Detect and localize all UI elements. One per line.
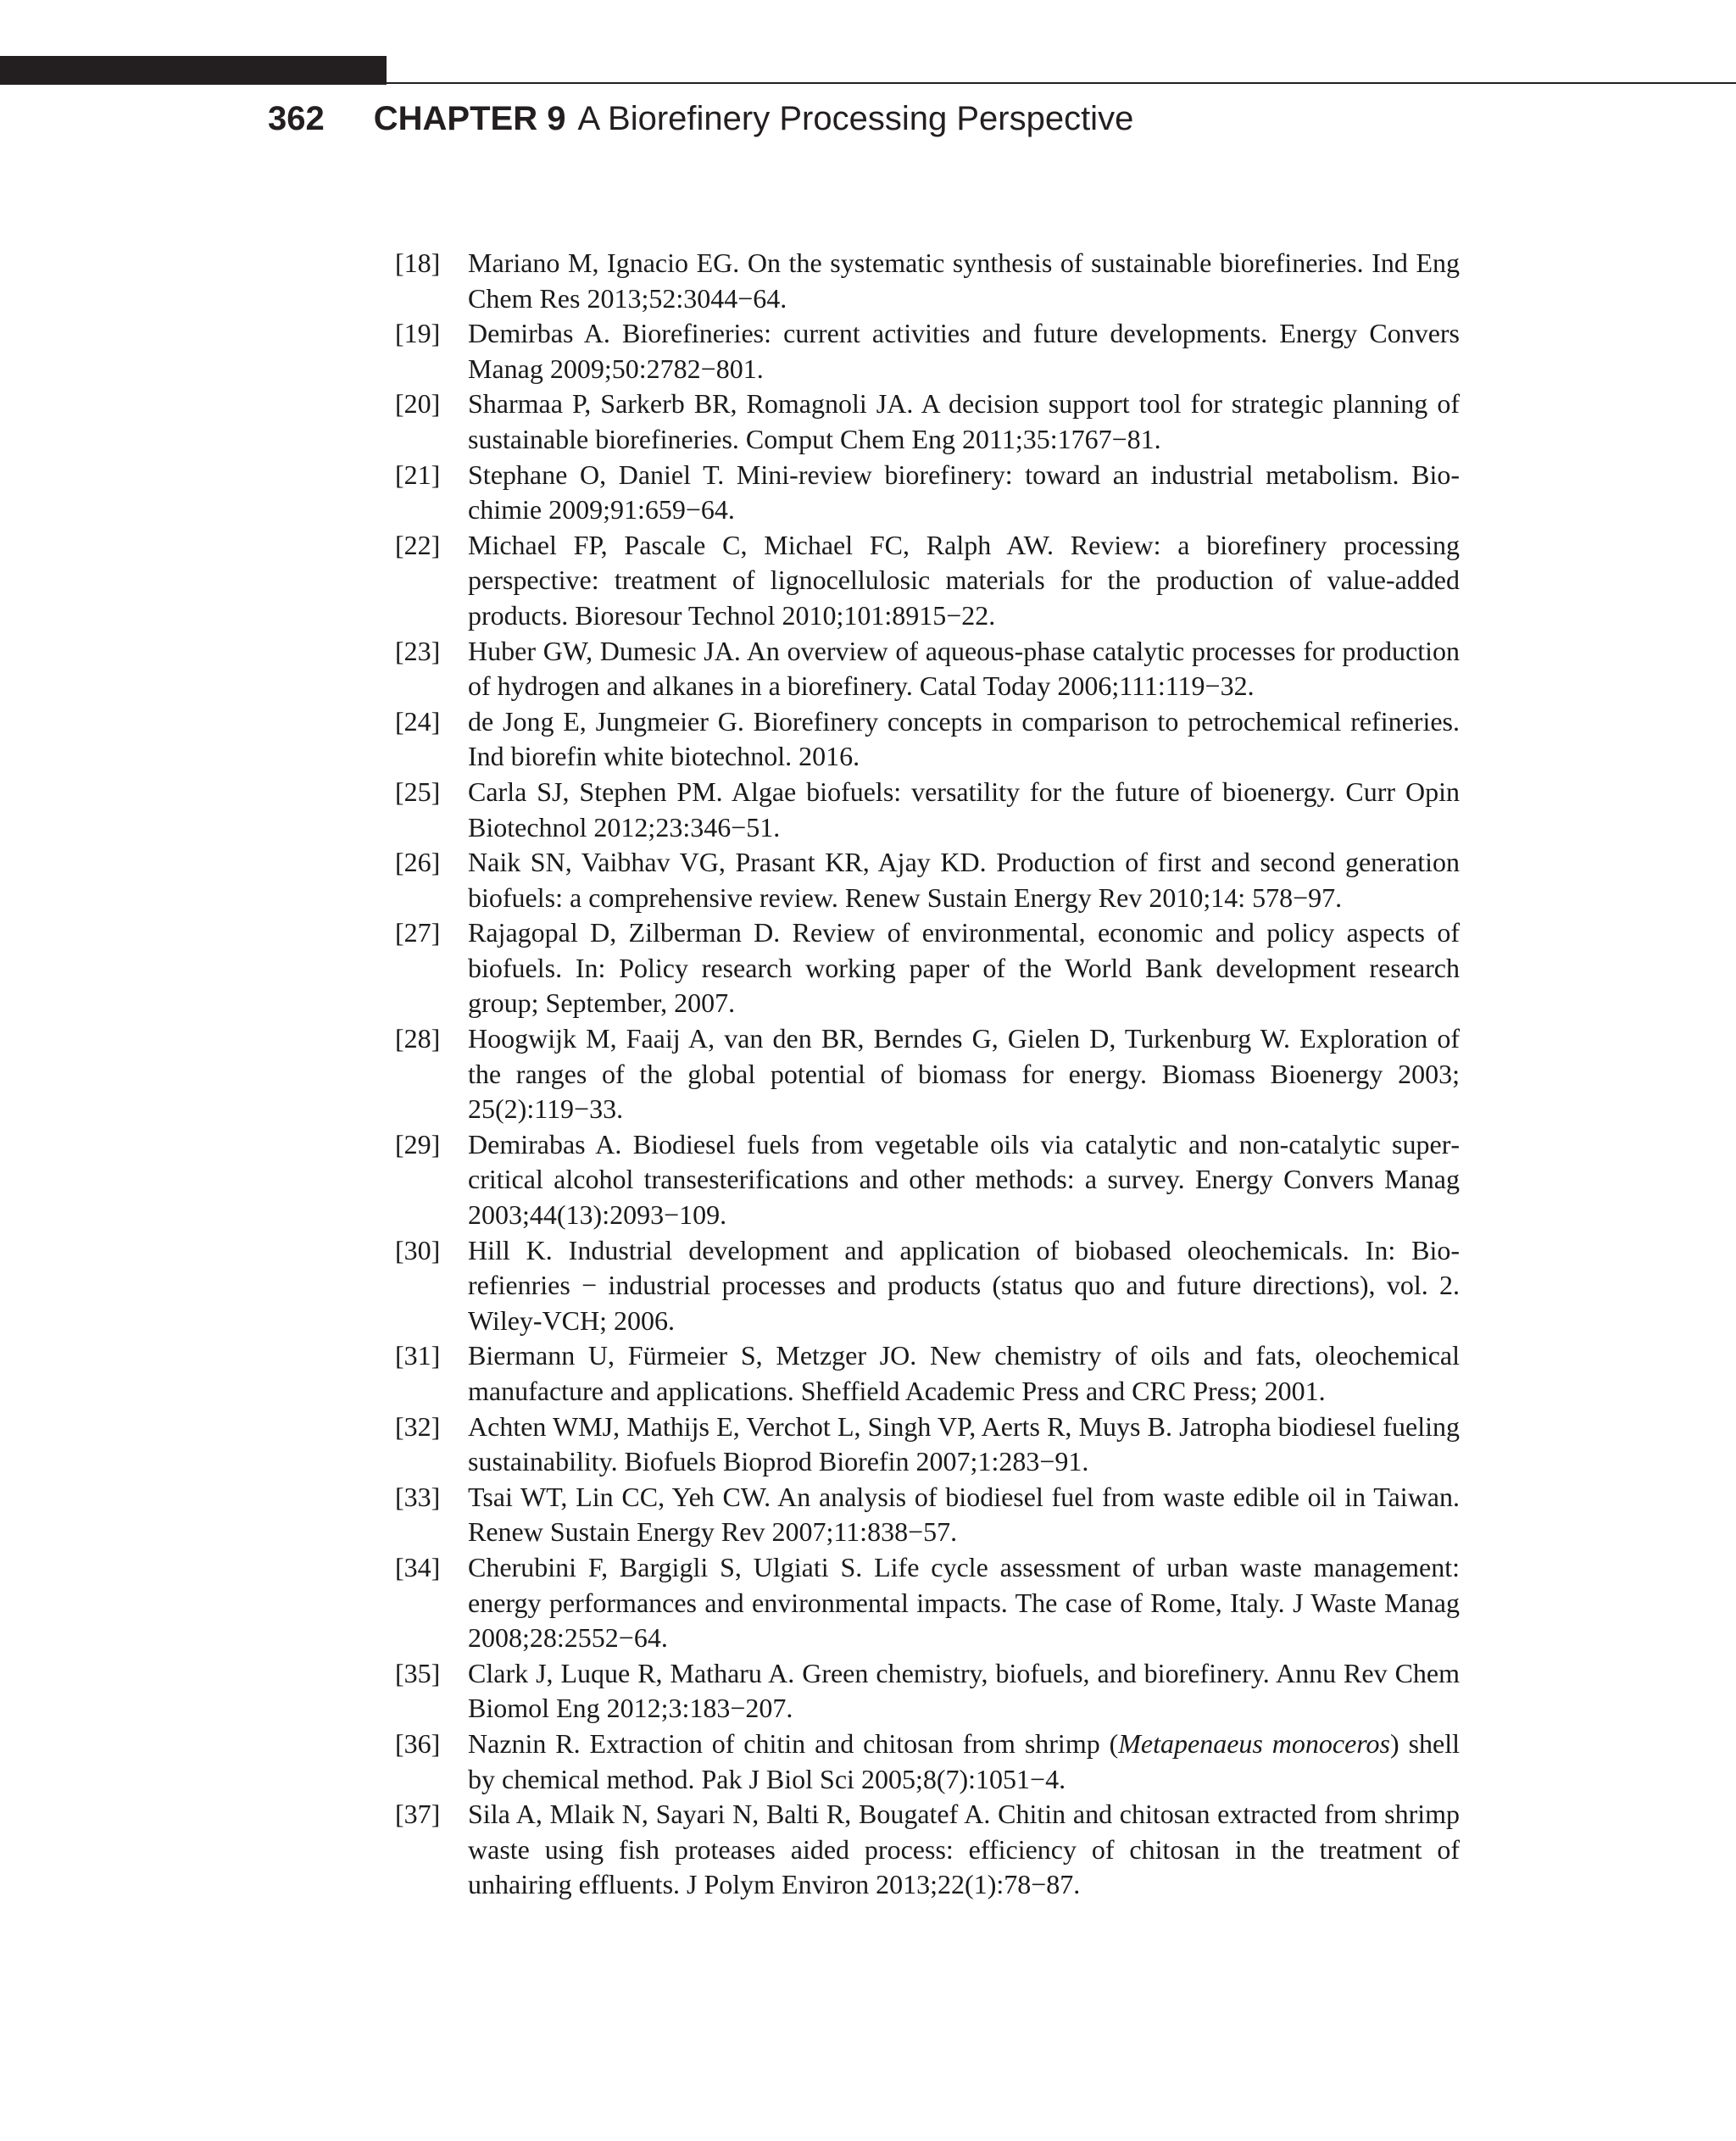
reference-item xyxy=(395,458,1460,528)
reference-text-before: Naznin R. Extraction of chitin and chitosan from shrimp ( xyxy=(468,1727,1119,1759)
reference-number: [21] xyxy=(395,459,441,490)
reference-text: Naik SN, Vaibhav VG, Prasant KR, Ajay KD. Production of first and second generation biofuels: a comprehensive review. Renew Sustain Energy Rev 2010;14: 578−97. xyxy=(468,847,1460,913)
reference-number: [37] xyxy=(395,1799,441,1830)
reference-text: Huber GW, Dumesic JA. An overview of aqueous-phase catalytic processes for production of hydrogen and alkanes in a biorefinery. Catal Today 2006;111:119−32. xyxy=(468,635,1460,702)
reference-text: Cherubini F, Bargigli S, Ulgiati S. Life cycle assessment of urban waste management: energy performances and environmental impacts. The case of Rome, Italy. J Waste Manag 2008;28:2552−64. xyxy=(468,1551,1460,1654)
reference-text: Rajagopal D, Zilberman D. Review of environmental, economic and policy aspects of biofuels. In: Policy research working paper of the World Bank development research group; September, 2007. xyxy=(468,917,1460,1019)
reference-text: Achten WMJ, Mathijs E, Verchot L, Singh VP, Aerts R, Muys B. Jatropha biodiesel fueling sustainability. Biofuels Bioprod Biorefin 2007;1:283−91. xyxy=(468,1410,1460,1477)
reference-text: Biermann U, Fürmeier S, Metzger JO. New chemistry of oils and fats, oleochemical manufacture and applications. Sheffield Academic Press and CRC Press; 2001. xyxy=(468,1340,1460,1406)
page-number: 362 xyxy=(268,100,325,137)
reference-item xyxy=(395,316,1460,386)
reference-number: [32] xyxy=(395,1410,441,1442)
reference-text: Sharmaa P, Sarkerb BR, Romagnoli JA. A decision support tool for strategic planning of sustainable biorefineries. Comput Chem Eng 2011;35:1767−81. xyxy=(468,388,1460,454)
reference-text-italic: Metapenaeus monoceros xyxy=(1118,1727,1391,1759)
reference-item xyxy=(395,1656,1460,1727)
reference-number: [30] xyxy=(395,1234,441,1265)
chapter-title: A Biorefinery Processing Perspective xyxy=(577,100,1134,137)
reference-item xyxy=(395,1727,1460,1797)
reference-number: [31] xyxy=(395,1340,441,1371)
chapter-label: CHAPTER 9 xyxy=(373,100,566,137)
reference-item xyxy=(395,1480,1460,1550)
reference-item xyxy=(395,1127,1460,1233)
reference-item xyxy=(395,704,1460,775)
reference-number: [24] xyxy=(395,705,441,737)
reference-text: Hill K. Industrial development and application of biobased oleochemicals. In: Biorefienries − industrial processes and products (status quo and future directions), vol. 2. Wiley-VCH; 2006. xyxy=(468,1234,1460,1336)
reference-number: [36] xyxy=(395,1727,441,1759)
reference-item xyxy=(395,1021,1460,1127)
reference-text: Demirabas A. Biodiesel fuels from vegetable oils via catalytic and non-catalytic supercritical alcohol transesterifications and other methods: a survey. Energy Convers Manag 2003;44(13):2093−109. xyxy=(468,1128,1460,1231)
header-rule xyxy=(387,82,1736,84)
reference-item xyxy=(395,386,1460,457)
reference-text: Clark J, Luque R, Matharu A. Green chemistry, biofuels, and biorefinery. Annu Rev Chem Biomol Eng 2012;3:183−207. xyxy=(468,1657,1460,1724)
reference-text xyxy=(468,1727,1460,1797)
reference-number: [26] xyxy=(395,847,441,878)
reference-text-after: ) shell by chemical method. Pak J Biol Sci 2005;8(7):1051−4. xyxy=(468,1727,1461,1794)
reference-text: Michael FP, Pascale C, Michael FC, Ralph AW. Review: a biorefinery processing perspective: treatment of lignocellulosic materials for the production of value-added products. Bioresour Technol 2010;101:8915−22. xyxy=(468,529,1460,631)
reference-number: [28] xyxy=(395,1023,441,1054)
reference-number: [33] xyxy=(395,1481,441,1512)
reference-text: Hoogwijk M, Faaij A, van den BR, Berndes G, Gielen D, Turkenburg W. Exploration of the ranges of the global potential of biomass for energy. Biomass Bioenergy 2003; 25(2):119−33. xyxy=(468,1023,1460,1125)
reference-text: Mariano M, Ignacio EG. On the systematic synthesis of sustainable biorefineries. Ind Eng Chem Res 2013;52:3044−64. xyxy=(468,247,1460,314)
reference-number: [34] xyxy=(395,1551,441,1582)
header-bar xyxy=(0,56,387,85)
reference-text: Sila A, Mlaik N, Sayari N, Balti R, Bougatef A. Chitin and chitosan extracted from shrimp waste using fish proteases aided process: efficiency of chitosan in the treatment of unhairing effluents. J Polym Environ 2013;22(1):78−87. xyxy=(468,1799,1460,1900)
reference-text: Stephane O, Daniel T. Mini-review biorefinery: toward an industrial metabolism. Biochimie 2009;91:659−64. xyxy=(468,459,1460,526)
reference-list xyxy=(395,246,1460,1903)
reference-item xyxy=(395,1797,1460,1903)
reference-item xyxy=(395,845,1460,915)
reference-item xyxy=(395,634,1460,704)
reference-item xyxy=(395,1233,1460,1339)
reference-item xyxy=(395,1550,1460,1656)
reference-number: [22] xyxy=(395,529,441,560)
running-head xyxy=(268,95,1133,142)
reference-item xyxy=(395,915,1460,1021)
reference-text: Carla SJ, Stephen PM. Algae biofuels: versatility for the future of bioenergy. Curr Opin Biotechnol 2012;23:346−51. xyxy=(468,776,1460,842)
reference-text: Demirbas A. Biorefineries: current activities and future developments. Energy Convers Manag 2009;50:2782−801. xyxy=(468,318,1460,384)
reference-number: [29] xyxy=(395,1128,441,1159)
reference-number: [19] xyxy=(395,318,441,349)
reference-number: [25] xyxy=(395,776,441,807)
reference-item xyxy=(395,528,1460,634)
reference-item xyxy=(395,775,1460,845)
reference-text: Tsai WT, Lin CC, Yeh CW. An analysis of biodiesel fuel from waste edible oil in Taiwan. Renew Sustain Energy Rev 2007;11:838−57. xyxy=(468,1481,1460,1548)
reference-number: [35] xyxy=(395,1657,441,1688)
reference-number: [18] xyxy=(395,247,441,278)
reference-number: [23] xyxy=(395,635,441,666)
reference-item xyxy=(395,1338,1460,1409)
reference-text: de Jong E, Jungmeier G. Biorefinery concepts in comparison to petrochemical refineries. Ind biorefin white biotechnol. 2016. xyxy=(468,705,1460,772)
reference-item xyxy=(395,1410,1460,1480)
reference-number: [27] xyxy=(395,917,441,948)
reference-item xyxy=(395,246,1460,316)
reference-number: [20] xyxy=(395,388,441,420)
